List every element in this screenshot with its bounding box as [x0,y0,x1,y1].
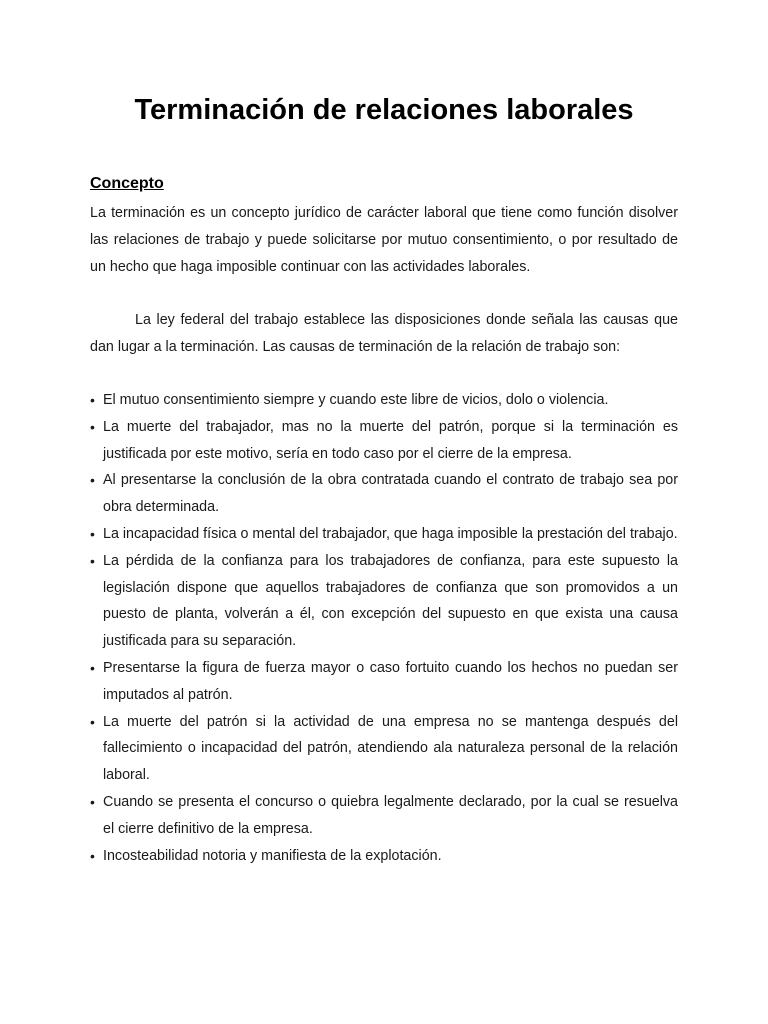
paragraph-definition: La terminación es un concepto jurídico de carácter laboral que tiene como función disolver las relaciones de trabajo y puede solicitarse por mutuo consentimiento, o por resultado de un hecho que haga imposible continuar con las actividades laborales. [90,205,678,275]
list-item [90,709,678,789]
bullet-icon: • [90,525,95,542]
list-item [90,548,678,655]
list-item [90,387,678,414]
list-item [90,414,678,468]
causes-list [90,387,678,869]
section-heading-concepto: Concepto [90,175,164,192]
list-item-text: El mutuo consentimiento siempre y cuando este libre de vicios, dolo o violencia. [103,392,609,408]
list-item-text: La incapacidad física o mental del trabajador, que haga imposible la prestación del trabajo. [103,525,678,542]
bullet-icon: • [90,847,95,864]
bullet-icon: • [90,552,95,569]
list-item [90,655,678,709]
bullet-icon: • [90,713,95,730]
list-item-text: Incosteabilidad notoria y manifiesta de la explotación. [103,847,442,864]
list-item-text: La muerte del trabajador, mas no la muerte del patrón, porque si la terminación es justificada por este motivo, sería en todo caso por el cierre de la empresa. [103,418,678,462]
list-item [90,789,678,843]
bullet-icon: • [90,793,95,810]
document-title: Terminación de relaciones laborales [134,94,634,126]
bullet-icon: • [90,472,95,489]
list-item-text: Presentarse la figura de fuerza mayor o caso fortuito cuando los hechos no puedan ser imputados al patrón. [103,659,678,703]
list-item-text: Cuando se presenta el concurso o quiebra legalmente declarado, por la cual se resuelva el cierre definitivo de la empresa. [103,793,678,837]
list-item [90,843,678,870]
list-item [90,467,678,521]
bullet-icon: • [90,418,95,435]
list-item [90,521,678,548]
list-item-text: La muerte del patrón si la actividad de una empresa no se mantenga después del fallecimiento o incapacidad del patrón, atendiendo ala naturaleza personal de la relación laboral. [103,713,678,784]
list-item-text: La pérdida de la confianza para los trabajadores de confianza, para este supuesto la legislación dispone que aquellos trabajadores de confianza que son promovidos a un puesto de planta, volverán a él, con excepción del supuesto en que exista una causa justificada para su separación. [103,552,678,650]
paragraph-causes-intro: La ley federal del trabajo establece las disposiciones donde señala las causas que dan lugar a la terminación. Las causas de terminación de la relación de trabajo son: [90,312,678,355]
bullet-icon: • [90,659,95,676]
bullet-icon: • [90,392,95,408]
list-item-text: Al presentarse la conclusión de la obra contratada cuando el contrato de trabajo sea por obra determinada. [103,472,678,516]
